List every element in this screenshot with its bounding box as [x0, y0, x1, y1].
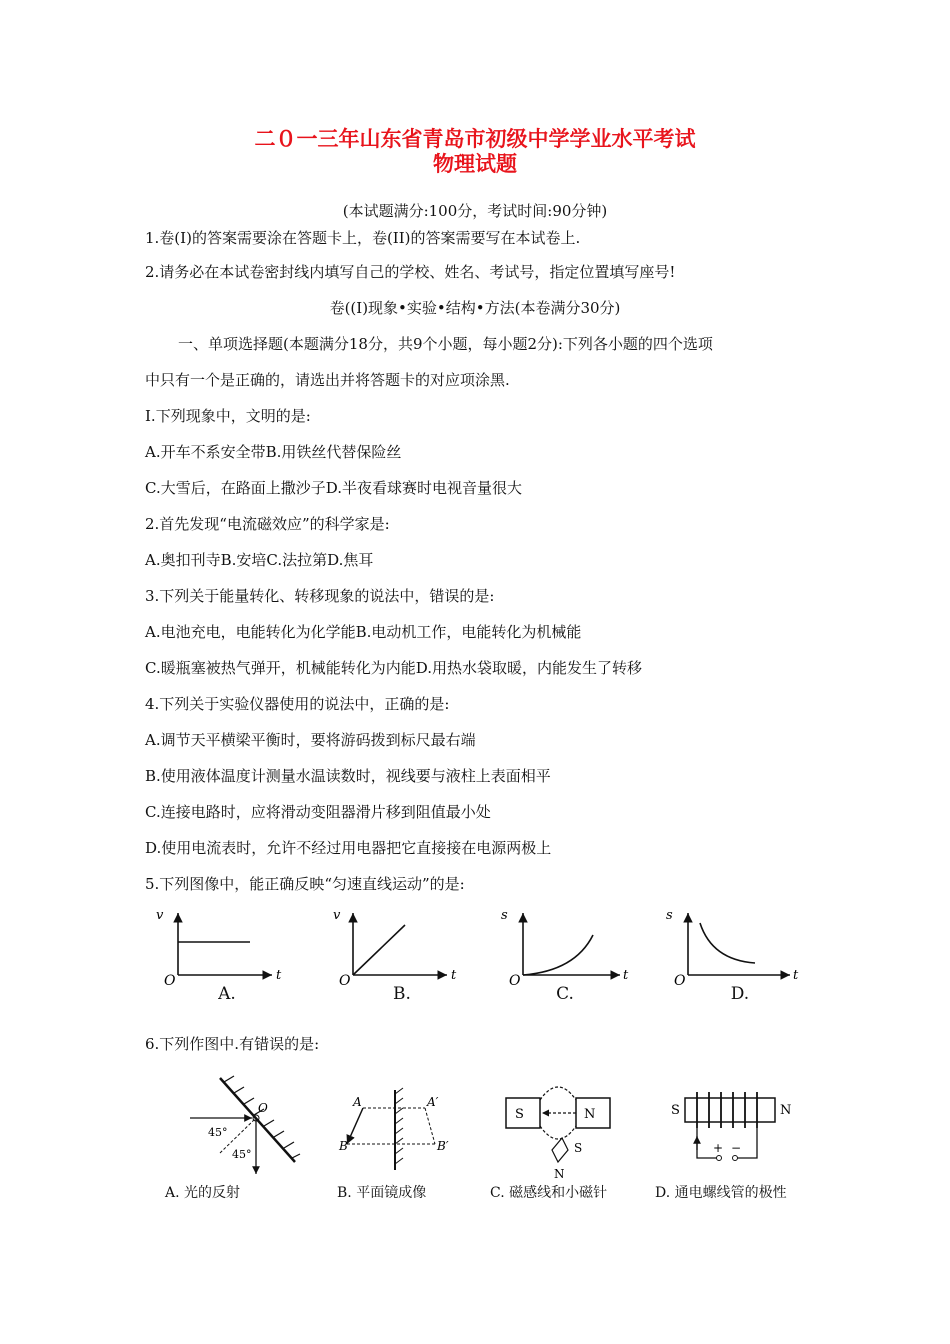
- graph-c-label: C.: [556, 984, 574, 1004]
- graph-b: [333, 908, 457, 989]
- fig-d-caption: D. 通电螺线管的极性: [655, 1185, 787, 1201]
- exam-note: (本试题满分:100分，考试时间:90分钟): [342, 202, 608, 220]
- graph-a: [156, 908, 282, 989]
- fig-a-caption: A. 光的反射: [165, 1185, 241, 1201]
- question-3-options-cd: C.暖瓶塞被热气弹开，机械能转化为内能D.用热水袋取暖，内能发生了转移: [145, 659, 642, 677]
- fig-c-caption: C. 磁感线和小磁针: [490, 1185, 608, 1201]
- question-2: 2.首先发现“电流磁效应”的科学家是:: [145, 515, 390, 533]
- exam-title: 二０一三年山东省青岛市初级中学学业水平考试: [254, 126, 696, 151]
- fig-a-angle-1: 45°: [208, 1126, 228, 1139]
- fig-b-caption: B. 平面镜成像: [337, 1185, 427, 1201]
- fig-reflection: [190, 1076, 300, 1174]
- motion-graphs: [150, 905, 800, 1005]
- graph-a-label: A.: [218, 984, 236, 1004]
- graph-b-origin: O: [339, 973, 351, 989]
- graph-c: [501, 908, 629, 989]
- graph-d-y-label: s: [666, 908, 673, 923]
- rule-1: 1.卷(I)的答案需要涂在答题卡上，卷(II)的答案需要写在本试卷上.: [145, 229, 581, 247]
- fig-a-angle-2: 45°: [232, 1148, 252, 1161]
- fig-c-needle-n: N: [554, 1167, 565, 1180]
- graph-c-y-label: s: [501, 908, 508, 923]
- question-4-option-c: C.连接电路时，应将滑动变阻器滑片移到阻值最小处: [145, 803, 491, 821]
- graph-c-x-label: t: [623, 968, 629, 983]
- graph-d-origin: O: [674, 973, 686, 989]
- fig-b-point-b: B: [339, 1139, 348, 1153]
- question-4: 4.下列关于实验仪器使用的说法中，正确的是:: [145, 695, 450, 713]
- graph-a-x-label: t: [276, 968, 282, 983]
- graph-b-label: B.: [393, 984, 411, 1004]
- exam-subtitle: 物理试题: [433, 151, 517, 176]
- fig-plane-mirror: [338, 1088, 449, 1170]
- question-1-options-cd: C.大雪后，在路面上撒沙子D.半夜看球赛时电视音量很大: [145, 479, 522, 497]
- question-5: 5.下列图像中，能正确反映“匀速直线运动”的是:: [145, 875, 465, 893]
- fig-c-needle-s: S: [574, 1141, 583, 1155]
- fig-b-point-b-image: B′: [437, 1139, 449, 1153]
- graph-b-x-label: t: [451, 968, 457, 983]
- graph-d-label: D.: [730, 984, 750, 1004]
- section-intro-2: 中只有一个是正确的，请选出并将答题卡的对应项涂黑.: [145, 371, 510, 389]
- fig-magnetic-field: [506, 1087, 610, 1180]
- section-intro-1: 一、单项选择题(本题满分18分，共9个小题，每小题2分):下列各小题的四个选项: [178, 335, 713, 353]
- fig-b-point-a-image: A′: [427, 1095, 439, 1109]
- diagram-figures: [180, 1070, 820, 1180]
- question-2-options: A.奥扣刊寺B.安培C.法拉第D.焦耳: [145, 551, 374, 569]
- question-6: 6.下列作图中.有错误的是:: [145, 1035, 320, 1053]
- fig-d-pole-n: N: [780, 1103, 792, 1118]
- question-4-option-b: B.使用液体温度计测量水温读数时，视线要与液柱上表面相平: [145, 767, 551, 785]
- fig-d-minus: −: [731, 1141, 742, 1155]
- graph-d: [666, 908, 799, 989]
- graph-b-y-label: v: [333, 908, 341, 923]
- question-4-option-a: A.调节天平横梁平衡时，要将游码拨到标尺最右端: [145, 731, 476, 749]
- rule-2: 2.请务必在本试卷密封线内填写自己的学校、姓名、考试号，指定位置填写座号!: [145, 263, 676, 281]
- question-3-options-ab: A.电池充电，电能转化为化学能B.电动机工作，电能转化为机械能: [145, 623, 582, 641]
- graph-c-origin: O: [509, 973, 521, 989]
- fig-solenoid: [671, 1092, 791, 1161]
- fig-b-point-a: A: [353, 1095, 362, 1109]
- fig-c-magnet-n: N: [584, 1107, 596, 1122]
- fig-d-pole-s: S: [671, 1103, 680, 1118]
- question-1: I.下列现象中，文明的是:: [145, 407, 311, 425]
- fig-c-magnet-s: S: [515, 1107, 524, 1122]
- fig-d-plus: +: [713, 1141, 724, 1155]
- graph-d-x-label: t: [793, 968, 799, 983]
- question-3: 3.下列关于能量转化、转移现象的说法中，错误的是:: [145, 587, 495, 605]
- graph-a-origin: O: [164, 973, 176, 989]
- section-heading: 卷((I)现象•实验•结构•方法(本卷满分30分): [329, 299, 621, 317]
- question-1-options-ab: A.开车不系安全带B.用铁丝代替保险丝: [145, 443, 402, 461]
- question-4-option-d: D.使用电流表时，允许不经过用电器把它直接接在电源两极上: [145, 839, 552, 857]
- fig-a-point: O: [258, 1101, 268, 1115]
- graph-a-y-label: v: [156, 908, 164, 923]
